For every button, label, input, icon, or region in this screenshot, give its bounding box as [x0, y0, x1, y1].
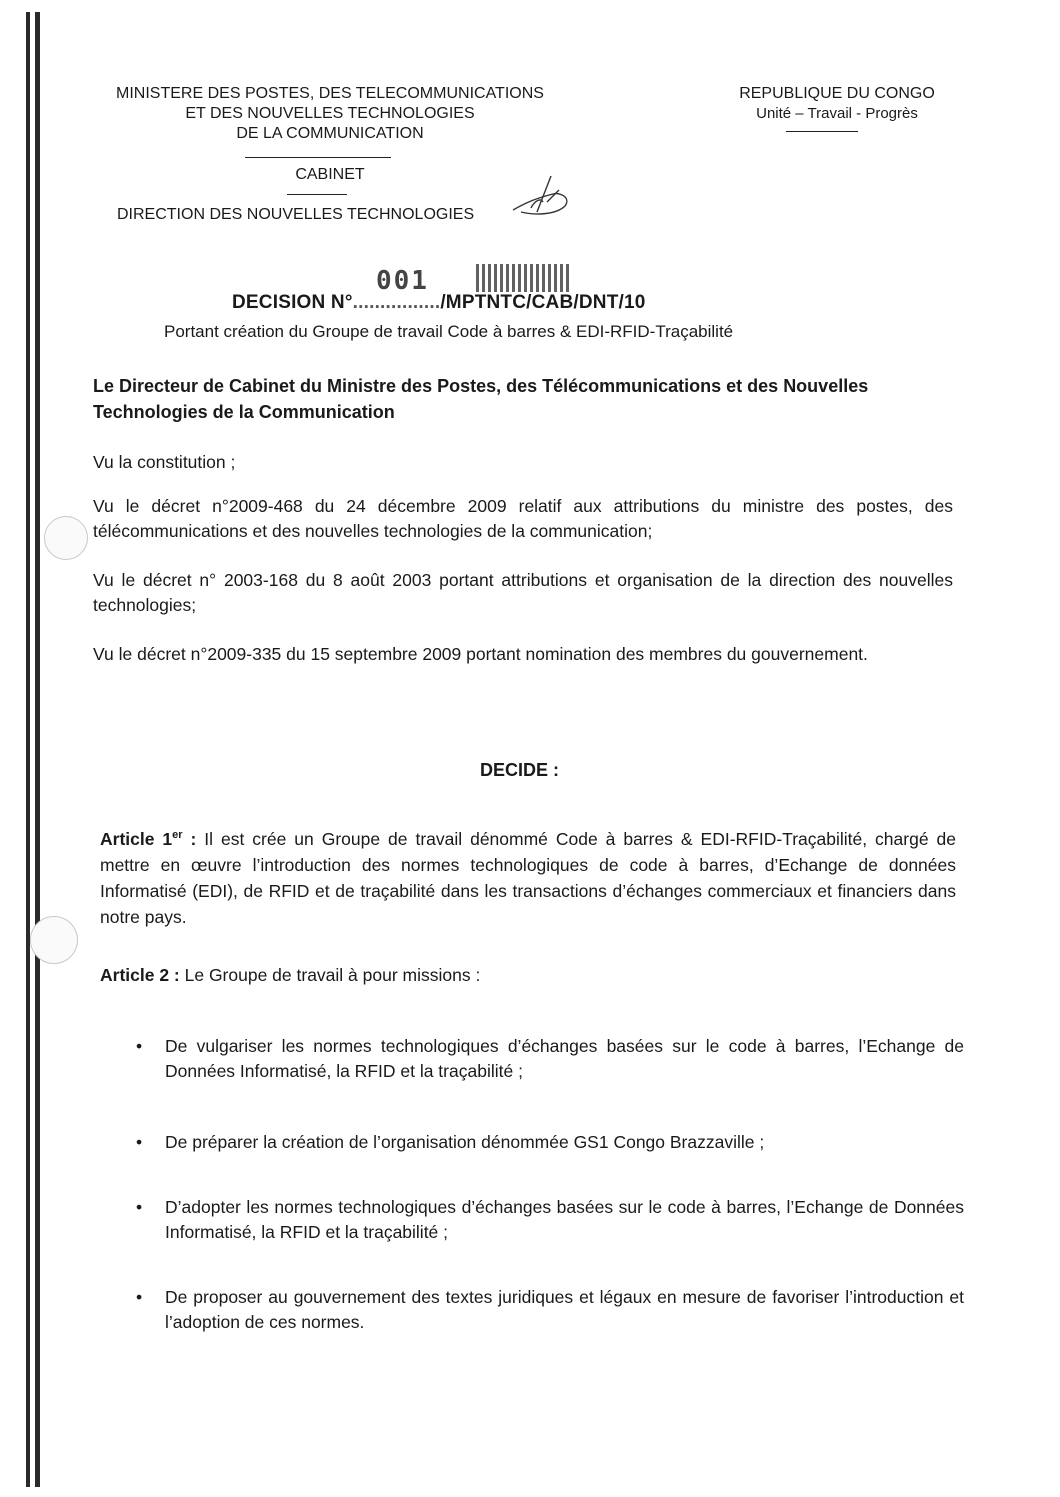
punch-hole — [44, 516, 88, 560]
binding-edge — [26, 12, 30, 1487]
republic-name: REPUBLIQUE DU CONGO — [739, 85, 935, 102]
consideration: Vu le décret n°2009-468 du 24 décembre 2009 relatif aux attributions du ministre des postes, des télécommunications et des nouvelles technologies de la communication; — [93, 496, 953, 541]
article-label-colon: : — [182, 828, 197, 849]
mission-text: De préparer la création de l’organisation dénommée GS1 Congo Brazzaville ; — [165, 1132, 765, 1152]
decision-reference: /MPTNTC/CAB/DNT/10 — [440, 292, 646, 313]
divider — [245, 157, 391, 158]
direction-label: DIRECTION DES NOUVELLES TECHNOLOGIES — [117, 206, 475, 223]
ministry-line: ET DES NOUVELLES TECHNOLOGIES — [185, 105, 475, 122]
article-1 — [100, 822, 956, 930]
list-item — [128, 1034, 964, 1087]
cabinet-label: CABINET — [295, 166, 365, 183]
article-label-sup: er — [172, 829, 183, 841]
ministry-line: MINISTERE DES POSTES, DES TELECOMMUNICATIONS — [116, 85, 544, 102]
mission-text: De vulgariser les normes technologiques d’échanges basées sur le code à barres, l’Echange de Données Informatisé, la RFID et la traçabilité ; — [165, 1036, 964, 1081]
decide-heading: DECIDE : — [480, 760, 560, 780]
article-text: Il est crée un Groupe de travail dénommé Code à barres & EDI-RFID-Traçabilité, chargé de mettre en œuvre l’introduction des normes technologiques de code à barres, d’Echange de données Informatisé (EDI), de RFID et de traçabilité dans les transactions d’échanges commerciaux et financiers dans notre pays. — [100, 828, 956, 927]
initials-signature — [507, 172, 579, 222]
consideration: Vu la constitution ; — [93, 452, 236, 472]
decision-title — [232, 292, 646, 314]
ministry-header — [80, 84, 580, 144]
director-heading: Le Directeur de Cabinet du Ministre des Postes, des Télécommunications et des Nouvelles Technologies de la Communication — [93, 376, 869, 422]
divider — [287, 194, 347, 195]
divider — [786, 131, 858, 132]
binding-edge — [35, 12, 40, 1487]
article-label: Article 2 : — [100, 965, 180, 985]
bullet: • — [136, 1132, 143, 1152]
decision-prefix: DECISION N° — [232, 292, 353, 313]
decision-dots: ................ — [352, 292, 441, 313]
ministry-line: DE LA COMMUNICATION — [236, 125, 424, 142]
mission-text: D’adopter les normes technologiques d’échanges basées sur le code à barres, l’Echange de Données Informatisé, la RFID et la traçabilité ; — [165, 1197, 964, 1242]
list-item — [128, 1130, 964, 1157]
bullet: • — [136, 1036, 143, 1056]
list-item — [128, 1285, 964, 1338]
bullet: • — [136, 1287, 143, 1307]
list-item — [128, 1195, 964, 1248]
date-stamp — [476, 264, 572, 292]
article-text: Le Groupe de travail à pour missions : — [179, 965, 481, 985]
article-label-text: Article 1 — [100, 828, 173, 849]
article-2 — [100, 965, 480, 986]
mission-text: De proposer au gouvernement des textes juridiques et légaux en mesure de favoriser l’introduction et l’adoption de ces normes. — [165, 1287, 964, 1332]
bullet: • — [136, 1197, 143, 1217]
republic-motto: Unité – Travail - Progrès — [756, 105, 918, 122]
decision-number-stamp: 001 — [376, 266, 429, 296]
decision-subtitle: Portant création du Groupe de travail Code à barres & EDI-RFID-Traçabilité — [164, 322, 734, 341]
republic-header — [712, 84, 962, 124]
missions-list — [128, 1034, 964, 1338]
consideration: Vu le décret n° 2003-168 du 8 août 2003 portant attributions et organisation de la direction des nouvelles technologies; — [93, 570, 953, 615]
article-label — [100, 829, 196, 849]
punch-hole — [30, 916, 78, 964]
consideration: Vu le décret n°2009-335 du 15 septembre 2009 portant nomination des membres du gouvernement. — [93, 644, 868, 664]
